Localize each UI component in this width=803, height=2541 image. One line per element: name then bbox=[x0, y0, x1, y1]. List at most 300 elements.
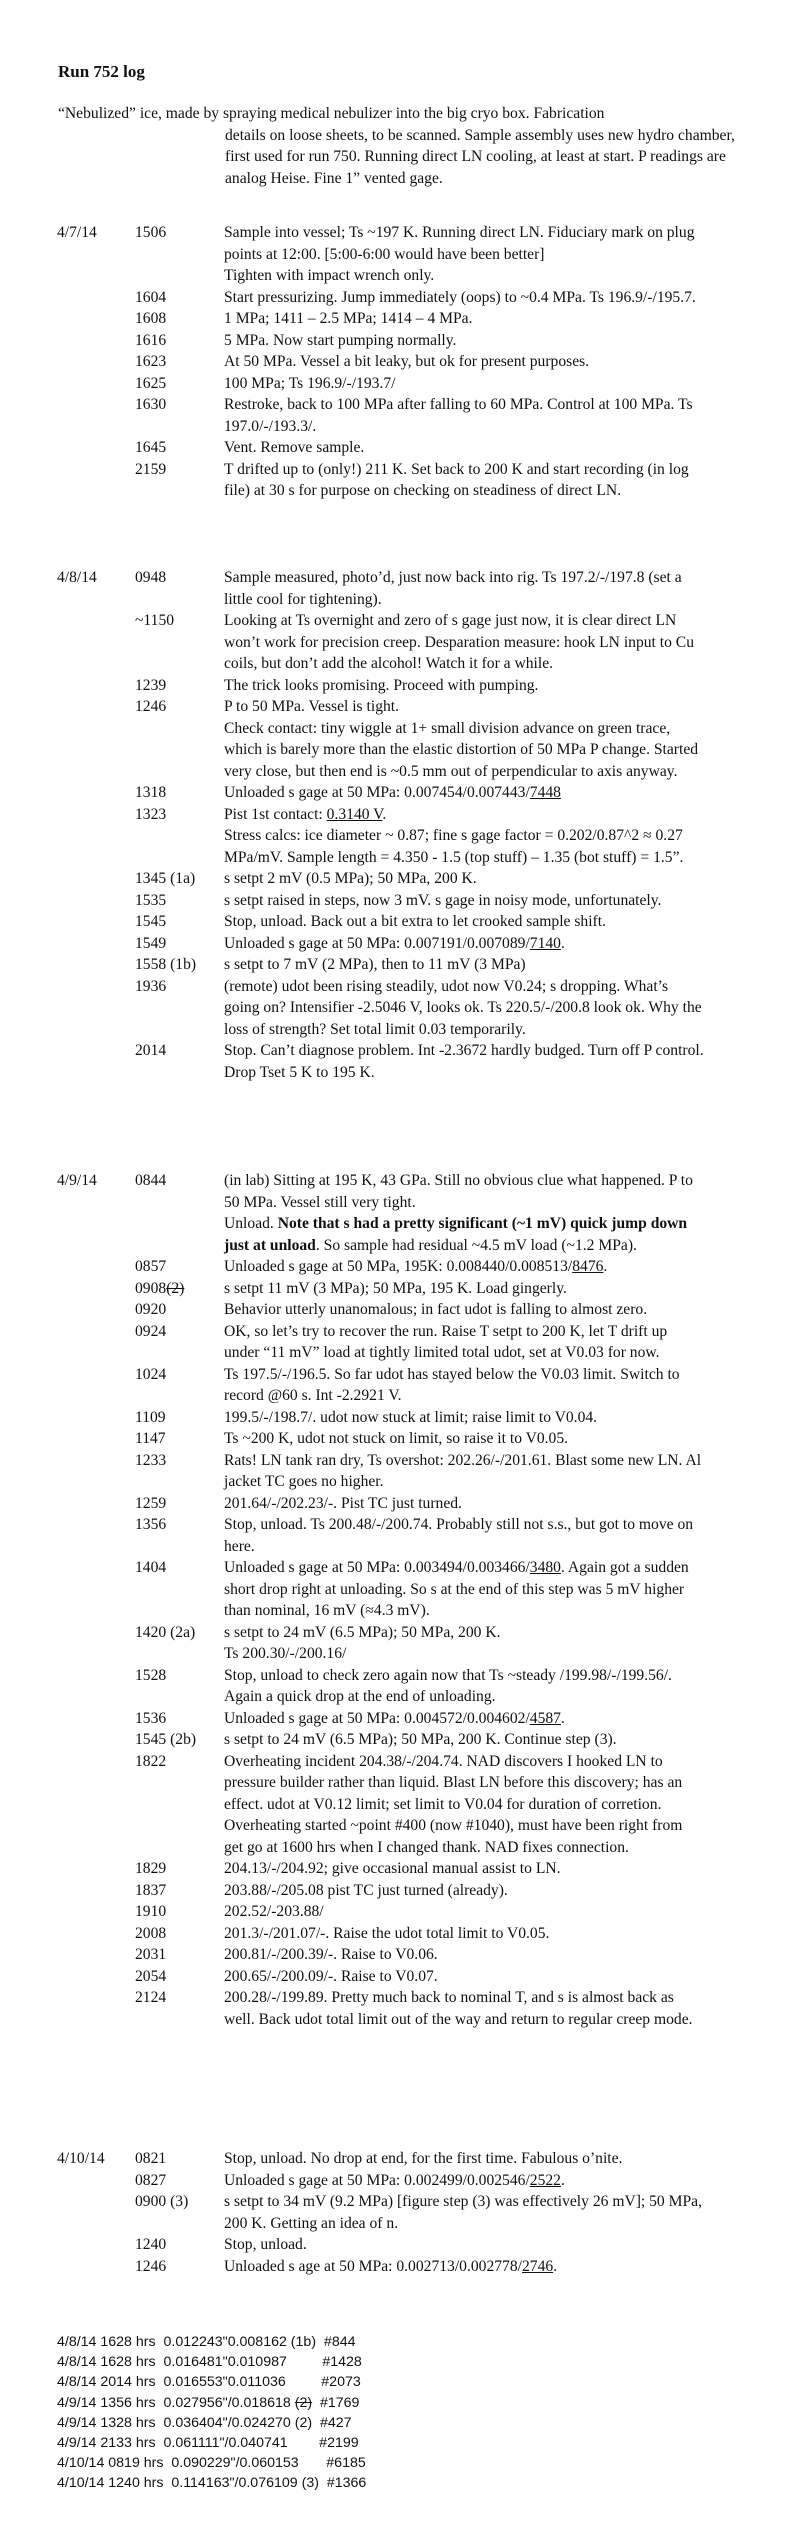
log-entry bbox=[57, 1557, 757, 1622]
log-entry bbox=[57, 804, 757, 869]
entry-time bbox=[135, 1407, 224, 1429]
entry-date bbox=[57, 954, 135, 976]
entry-text-main: Unloaded s gage at 50 MPa: 0.002499/0.002546/ bbox=[224, 2171, 530, 2189]
log-entry bbox=[57, 222, 757, 287]
summary-row bbox=[57, 2393, 366, 2413]
entry-time-value: 2008 bbox=[135, 1924, 167, 1942]
summary-table bbox=[57, 2332, 366, 2494]
entry-text bbox=[224, 890, 704, 912]
entry-time bbox=[135, 1665, 224, 1708]
entry-time-value: 1608 bbox=[135, 310, 167, 327]
entry-text bbox=[224, 1428, 704, 1450]
entry-text bbox=[224, 222, 704, 287]
log-entry bbox=[57, 351, 757, 373]
summary-struck: (2) bbox=[294, 2394, 313, 2411]
log-entry bbox=[57, 1040, 757, 1083]
entry-text-main: 202.52/-203.88/ bbox=[224, 1903, 324, 1920]
log-entry bbox=[57, 890, 757, 912]
entry-text-main: 200.81/-/200.39/-. Raise to V0.06. bbox=[224, 1946, 438, 1963]
entry-date bbox=[57, 610, 135, 675]
entry-text-main: 200.28/-/199.89. Pretty much back to nominal T, and s is almost back as well. Back udot total limit out of the way and return to regular creep mode. bbox=[224, 1989, 693, 2028]
log-entry bbox=[57, 394, 757, 437]
entry-text-after: . bbox=[560, 2171, 565, 2189]
entry-date bbox=[57, 675, 135, 697]
summary-text: 4/8/14 1628 hrs 0.012243"0.008162 (1b) #844 bbox=[57, 2334, 356, 2350]
entry-time bbox=[135, 1321, 224, 1364]
entry-text bbox=[224, 394, 704, 437]
entry-date bbox=[57, 1966, 135, 1988]
entry-time bbox=[135, 782, 224, 804]
entry-text-main: Ts 197.5/-/196.5. So far udot has stayed below the V0.03 limit. Switch to record @60 s. Int -2.2921 V. bbox=[224, 1365, 680, 1404]
entry-text-main: 200.65/-/200.09/-. Raise to V0.07. bbox=[224, 1967, 438, 1985]
log-entry bbox=[57, 1256, 757, 1278]
log-entry bbox=[57, 1622, 757, 1665]
entry-time-value: 2031 bbox=[135, 1946, 167, 1963]
log-entry bbox=[57, 675, 757, 697]
entry-text bbox=[224, 437, 704, 459]
entry-text-main: Unloaded s gage at 50 MPa, 195K: 0.008440/0.008513/ bbox=[224, 1258, 573, 1275]
entry-date bbox=[57, 1901, 135, 1923]
log-entry bbox=[57, 1729, 757, 1751]
entry-text bbox=[224, 954, 704, 976]
entry-time-value: 1623 bbox=[135, 353, 167, 370]
entry-date bbox=[57, 1256, 135, 1278]
entry-time-value: 1259 bbox=[135, 1494, 167, 1512]
entry-text-main: Stop, unload. Back out a bit extra to let crooked sample shift. bbox=[224, 913, 606, 930]
entry-time bbox=[135, 1729, 224, 1751]
log-entry bbox=[57, 330, 757, 352]
entry-text-main: (in lab) Sitting at 195 K, 43 GPa. Still no obvious clue what happened. P to 50 MPa. Vessel still very tight. bbox=[224, 1172, 693, 1211]
entry-time bbox=[135, 610, 224, 675]
entry-time-value: 1936 bbox=[135, 977, 167, 995]
entry-time-value: 1239 bbox=[135, 676, 167, 694]
entry-text bbox=[224, 1987, 704, 2030]
entry-time bbox=[135, 696, 224, 782]
entry-date bbox=[57, 1450, 135, 1493]
entry-time-value: 1558 (1b) bbox=[135, 956, 197, 973]
entry-time-value: 1645 bbox=[135, 439, 167, 456]
entry-time-value: 1837 bbox=[135, 1881, 167, 1899]
entry-time-value: 1506 bbox=[135, 224, 167, 241]
entry-text bbox=[224, 1278, 704, 1300]
entry-time bbox=[135, 394, 224, 437]
entry-time bbox=[135, 1966, 224, 1988]
log-entry bbox=[57, 2148, 757, 2170]
entry-text-main: P to 50 MPa. Vessel is tight. bbox=[224, 698, 400, 715]
entry-time-value: 1240 bbox=[135, 2236, 167, 2253]
entry-text-main: s setpt to 24 mV (6.5 MPa); 50 MPa, 200 K. Continue step (3). bbox=[224, 1731, 617, 1748]
entry-time-value: 1535 bbox=[135, 891, 167, 909]
log-entry bbox=[57, 1407, 757, 1429]
entry-text-main: 5 MPa. Now start pumping normally. bbox=[224, 331, 457, 349]
log-entry bbox=[57, 1450, 757, 1493]
entry-text-main: Sample measured, photo’d, just now back into rig. Ts 197.2/-/197.8 (set a little cool for tightening). bbox=[224, 569, 682, 608]
entry-time bbox=[135, 2256, 224, 2278]
underlined-value: 4587 bbox=[529, 1709, 561, 1727]
entry-date bbox=[57, 2256, 135, 2278]
entry-text-main: Unloaded s gage at 50 MPa: 0.007454/0.007443/ bbox=[224, 784, 530, 801]
entry-time-suffix: (3) bbox=[166, 2193, 189, 2210]
entry-time bbox=[135, 2191, 224, 2234]
entry-text-main: 203.88/-/205.08 pist TC just turned (already). bbox=[224, 1881, 508, 1899]
log-day-section bbox=[57, 1170, 757, 2030]
entry-time-value: 1024 bbox=[135, 1365, 167, 1383]
entry-text bbox=[224, 1858, 704, 1880]
entry-text-main: Stop. Can’t diagnose problem. Int -2.3672 hardly budged. Turn off P control. Drop Tset 5 K to 195 K. bbox=[224, 1042, 704, 1081]
log-entry bbox=[57, 308, 757, 330]
entry-date: 4/7/14 bbox=[57, 224, 97, 241]
entry-date: 4/10/14 bbox=[57, 2150, 105, 2167]
summary-text: 4/9/14 1356 hrs 0.027956"/0.018618 bbox=[57, 2394, 295, 2411]
entry-time bbox=[135, 287, 224, 309]
entry-date bbox=[57, 287, 135, 309]
entry-text bbox=[224, 351, 704, 373]
entry-text bbox=[224, 1256, 704, 1278]
entry-date bbox=[57, 2170, 135, 2192]
entry-text-main: At 50 MPa. Vessel a bit leaky, but ok for present purposes. bbox=[224, 353, 590, 370]
entry-text bbox=[224, 567, 704, 610]
entry-time-value: 0857 bbox=[135, 1258, 167, 1275]
entry-time-value: 0844 bbox=[135, 1172, 167, 1189]
log-entry bbox=[57, 1923, 757, 1945]
entry-date bbox=[57, 1622, 135, 1665]
entry-text bbox=[224, 1493, 704, 1515]
entry-text-main: s setpt to 34 mV (9.2 MPa) [figure step (3) was effectively 26 mV]; 50 MPa, 200 K. Getting an idea of n. bbox=[224, 2193, 702, 2232]
log-entry bbox=[57, 437, 757, 459]
entry-time bbox=[135, 1944, 224, 1966]
entry-time bbox=[135, 868, 224, 890]
entry-text-main: Stop, unload. Ts 200.48/-/200.74. Probably still not s.s., but got to move on here. bbox=[224, 1516, 694, 1555]
entry-text bbox=[224, 1170, 704, 1256]
entry-date bbox=[57, 1665, 135, 1708]
entry-time bbox=[135, 933, 224, 955]
entry-date: 4/8/14 bbox=[57, 569, 97, 586]
entry-date bbox=[57, 330, 135, 352]
entry-text-continued: Check contact: tiny wiggle at 1+ small division advance on green trace, which is barely more than the elastic distortion of 50 MPa P change. Started very close, but then end is ~0.5 mm out of perpendicular to axis anyway. bbox=[224, 719, 699, 780]
log-day-section bbox=[57, 567, 757, 1083]
log-entry bbox=[57, 1428, 757, 1450]
entry-text-main: s setpt to 24 mV (6.5 MPa); 50 MPa, 200 K. bbox=[224, 1623, 501, 1641]
log-entry bbox=[57, 567, 757, 610]
entry-time-value: 2124 bbox=[135, 1989, 167, 2006]
entry-time-value: 1246 bbox=[135, 698, 167, 715]
entry-time-value: 2014 bbox=[135, 1042, 167, 1059]
entry-text bbox=[224, 696, 704, 782]
summary-row bbox=[57, 2473, 366, 2493]
entry-time-value: 1536 bbox=[135, 1709, 167, 1727]
entry-text-post: . So sample had residual ~4.5 mV load (~1.2 MPa). bbox=[315, 1236, 637, 1254]
entry-text bbox=[224, 1450, 704, 1493]
entry-text-main: s setpt to 7 mV (2 MPa), then to 11 mV (3 MPa) bbox=[224, 956, 526, 973]
log-entry bbox=[57, 911, 757, 933]
entry-text bbox=[224, 459, 704, 502]
entry-time-value: 1323 bbox=[135, 805, 167, 823]
entry-time-value: 0924 bbox=[135, 1322, 167, 1340]
entry-text-after: . bbox=[560, 1709, 565, 1727]
entry-text-main: Unloaded s gage at 50 MPa: 0.007191/0.007089/ bbox=[224, 934, 530, 952]
entry-date: 4/9/14 bbox=[57, 1172, 97, 1189]
summary-text: 4/10/14 1240 hrs 0.114163"/0.076109 (3) #1366 bbox=[57, 2475, 367, 2492]
log-entry bbox=[57, 2170, 757, 2192]
entry-time bbox=[135, 1557, 224, 1622]
entry-text-main: s setpt raised in steps, now 3 mV. s gage in noisy mode, unfortunately. bbox=[224, 891, 662, 909]
entry-time-value: 0827 bbox=[135, 2171, 167, 2189]
entry-text-main: s setpt 11 mV (3 MPa); 50 MPa, 195 K. Load gingerly. bbox=[224, 1279, 567, 1297]
entry-text bbox=[224, 1751, 704, 1859]
entry-time bbox=[135, 1256, 224, 1278]
log-entry bbox=[57, 2191, 757, 2234]
entry-time-value: 1345 (1a) bbox=[135, 870, 196, 887]
entry-time bbox=[135, 2148, 224, 2170]
entry-text bbox=[224, 1622, 704, 1665]
entry-time-struck: (2) bbox=[166, 1279, 185, 1297]
entry-text-main: s setpt 2 mV (0.5 MPa); 50 MPa, 200 K. bbox=[224, 870, 477, 887]
entry-date bbox=[57, 1299, 135, 1321]
log-entry bbox=[57, 782, 757, 804]
entry-date bbox=[57, 890, 135, 912]
entry-time bbox=[135, 1514, 224, 1557]
summary-text: 4/10/14 0819 hrs 0.090229"/0.060153 #6185 bbox=[57, 2455, 366, 2472]
entry-text-main: T drifted up to (only!) 211 K. Set back to 200 K and start recording (in log file) at 30 s for purpose on checking on steadiness of direct LN. bbox=[224, 460, 689, 499]
entry-time bbox=[135, 976, 224, 1041]
page-title: Run 752 log bbox=[58, 62, 145, 81]
log-entry bbox=[57, 1901, 757, 1923]
entry-time bbox=[135, 675, 224, 697]
entry-text bbox=[224, 308, 704, 330]
entry-time bbox=[135, 373, 224, 395]
summary-text: 4/9/14 2133 hrs 0.061111"/0.040741 #2199 bbox=[57, 2435, 359, 2452]
entry-text-main: OK, so let’s try to recover the run. Raise T setpt to 200 K, let T drift up under “11 mV” load at tightly limited total udot, set at V0.03 for now. bbox=[224, 1322, 668, 1361]
entry-text-main: Stop, unload to check zero again now that Ts ~steady /199.98/-/199.56/. Again a quick drop at the end of unloading. bbox=[224, 1666, 672, 1705]
entry-time-value: 1616 bbox=[135, 331, 167, 349]
entry-text-main: Restroke, back to 100 MPa after falling to 60 MPa. Control at 100 MPa. Ts 197.0/-/193.3/. bbox=[224, 396, 693, 435]
entry-time-value: 1420 (2a) bbox=[135, 1623, 196, 1641]
entry-text bbox=[224, 1557, 704, 1622]
entry-text-pre: Unload. bbox=[224, 1215, 278, 1232]
entry-text bbox=[224, 2234, 704, 2256]
underlined-value: 7140 bbox=[529, 934, 561, 952]
log-entry bbox=[57, 1708, 757, 1730]
entry-text-after: . Again got a sudden short drop right at unloading. So s at the end of this step was 5 mV higher than nominal, 16 mV (≈4.3 mV). bbox=[224, 1559, 689, 1619]
entry-time-value: 1109 bbox=[135, 1408, 166, 1426]
entry-text-after: . bbox=[560, 934, 565, 952]
entry-date bbox=[57, 459, 135, 502]
entry-text bbox=[224, 1665, 704, 1708]
entry-time-value: 1625 bbox=[135, 374, 167, 392]
entry-time bbox=[135, 804, 224, 869]
entry-date bbox=[57, 933, 135, 955]
log-entry bbox=[57, 954, 757, 976]
entry-date bbox=[57, 782, 135, 804]
summary-row bbox=[57, 2372, 366, 2392]
entry-text-main: 201.64/-/202.23/-. Pist TC just turned. bbox=[224, 1494, 462, 1512]
entry-date bbox=[57, 394, 135, 437]
entry-text bbox=[224, 1880, 704, 1902]
entry-text-main: 204.13/-/204.92; give occasional manual assist to LN. bbox=[224, 1860, 561, 1877]
log-entry bbox=[57, 1944, 757, 1966]
entry-text-main: Ts ~200 K, udot not stuck on limit, so raise it to V0.05. bbox=[224, 1430, 569, 1447]
log-entry bbox=[57, 1321, 757, 1364]
summary-text: 4/8/14 1628 hrs 0.016481"0.010987 #1428 bbox=[57, 2354, 362, 2371]
entry-text bbox=[224, 2191, 704, 2234]
entry-text-continued: Tighten with impact wrench only. bbox=[224, 267, 435, 284]
entry-time-value: 1545 (2b) bbox=[135, 1731, 197, 1748]
entry-time bbox=[135, 1450, 224, 1493]
summary-text: 4/9/14 1328 hrs 0.036404"/0.024270 (2) #427 bbox=[57, 2414, 352, 2431]
summary-row bbox=[57, 2453, 366, 2473]
entry-time-value: 0948 bbox=[135, 569, 167, 586]
log-day-section bbox=[57, 222, 757, 502]
entry-text bbox=[224, 976, 704, 1041]
entry-text bbox=[224, 2148, 704, 2170]
entry-time bbox=[135, 1858, 224, 1880]
entry-text-main: Unloaded s gage at 50 MPa: 0.003494/0.003466/ bbox=[224, 1559, 530, 1576]
entry-text-after: . bbox=[382, 805, 387, 823]
entry-text bbox=[224, 1944, 704, 1966]
entry-date bbox=[57, 1944, 135, 1966]
entry-text-main: 201.3/-/201.07/-. Raise the udot total limit to V0.05. bbox=[224, 1924, 550, 1942]
entry-time-value: 1630 bbox=[135, 396, 167, 413]
entry-time-value: 1528 bbox=[135, 1666, 167, 1684]
entry-time-value: ~1150 bbox=[135, 612, 175, 629]
entry-time bbox=[135, 459, 224, 502]
log-entry bbox=[57, 1493, 757, 1515]
entry-date bbox=[57, 1880, 135, 1902]
entry-text-main: Unloaded s gage at 50 MPa: 0.004572/0.004602/ bbox=[224, 1709, 530, 1727]
entry-date bbox=[57, 1987, 135, 2030]
log-entry bbox=[57, 1364, 757, 1407]
underlined-value: 3480 bbox=[529, 1559, 561, 1576]
entry-time-value: 1604 bbox=[135, 288, 167, 306]
entry-time bbox=[135, 1708, 224, 1730]
entry-text bbox=[224, 1923, 704, 1945]
log-entry bbox=[57, 1665, 757, 1708]
intro-paragraph bbox=[58, 103, 758, 189]
entry-date bbox=[57, 437, 135, 459]
intro-first-line: “Nebulized” ice, made by spraying medical nebulizer into the big cryo box. Fabrication bbox=[58, 105, 605, 122]
log-entry bbox=[57, 2256, 757, 2278]
entry-date bbox=[57, 373, 135, 395]
entry-text-main: (remote) udot been rising steadily, udot now V0.24; s dropping. What’s going on? Intensifier -2.5046 V, looks ok. Ts 220.5/-/200.8 look ok. Why the loss of strength? Set total limit 0.03 temporarily. bbox=[224, 977, 702, 1038]
entry-date bbox=[57, 1407, 135, 1429]
entry-time-value: 1318 bbox=[135, 784, 167, 801]
entry-time bbox=[135, 567, 224, 610]
entry-text-main: Pist 1st contact: bbox=[224, 805, 327, 823]
entry-text-after: . bbox=[603, 1258, 608, 1275]
entry-text-main: Sample into vessel; Ts ~197 K. Running direct LN. Fiduciary mark on plug points at 12:00. [5:00-6:00 would have been better] bbox=[224, 224, 695, 263]
entry-text-main: Unloaded s age at 50 MPa: 0.002713/0.002778/ bbox=[224, 2257, 522, 2275]
entry-time bbox=[135, 1493, 224, 1515]
entry-date bbox=[57, 1493, 135, 1515]
log-entry bbox=[57, 1858, 757, 1880]
entry-text bbox=[224, 1514, 704, 1557]
entry-time-value: 2054 bbox=[135, 1967, 167, 1985]
entry-date bbox=[57, 804, 135, 869]
summary-row bbox=[57, 2332, 366, 2352]
entry-text-main: The trick looks promising. Proceed with pumping. bbox=[224, 676, 539, 694]
log-entry bbox=[57, 868, 757, 890]
log-entry bbox=[57, 373, 757, 395]
entry-text-main: 100 MPa; Ts 196.9/-/193.7/ bbox=[224, 374, 396, 392]
intro-continuation: details on loose sheets, to be scanned. Sample assembly uses new hydro chamber, first used for run 750. Running direct LN cooling, at least at start. P readings are analog Heise. Fine 1” vented gage. bbox=[225, 126, 735, 187]
entry-text-main: 1 MPa; 1411 – 2.5 MPa; 1414 – 4 MPa. bbox=[224, 310, 473, 327]
entry-time bbox=[135, 351, 224, 373]
entry-text-main: Vent. Remove sample. bbox=[224, 439, 365, 456]
entry-date bbox=[57, 1278, 135, 1300]
entry-time bbox=[135, 2234, 224, 2256]
summary-row bbox=[57, 2413, 366, 2433]
entry-time-value: 0908 bbox=[135, 1279, 167, 1297]
entry-text-main: Behavior utterly unanomalous; in fact udot is falling to almost zero. bbox=[224, 1301, 648, 1318]
entry-text bbox=[224, 1299, 704, 1321]
entry-time-value: 1404 bbox=[135, 1559, 167, 1576]
log-entry bbox=[57, 1514, 757, 1557]
log-entry bbox=[57, 1987, 757, 2030]
entry-date bbox=[57, 1729, 135, 1751]
entry-text bbox=[224, 675, 704, 697]
entry-time bbox=[135, 1751, 224, 1859]
entry-time-value: 1356 bbox=[135, 1516, 167, 1533]
log-entry bbox=[57, 976, 757, 1041]
entry-date bbox=[57, 1751, 135, 1859]
entry-date bbox=[57, 1923, 135, 1945]
entry-text-main: Start pressurizing. Jump immediately (oops) to ~0.4 MPa. Ts 196.9/-/195.7. bbox=[224, 288, 696, 306]
entry-text bbox=[224, 804, 704, 869]
entry-time bbox=[135, 437, 224, 459]
entry-time bbox=[135, 954, 224, 976]
entry-time-value: 1233 bbox=[135, 1451, 167, 1469]
entry-date bbox=[57, 1321, 135, 1364]
entry-text bbox=[224, 1040, 704, 1083]
entry-text-main: Stop, unload. bbox=[224, 2236, 307, 2253]
underlined-value: 2522 bbox=[529, 2171, 561, 2189]
bold-note: Note that s had a pretty significant (~1 mV) quick jump down just at unload bbox=[224, 1215, 688, 1254]
log-entry bbox=[57, 1278, 757, 1300]
entry-time bbox=[135, 1364, 224, 1407]
entry-text-main: Overheating incident 204.38/-/204.74. NAD discovers I hooked LN to pressure builder rather than liquid. Blast LN before this discovery; has an effect. udot at V0.12 limit; set limit to V0.04 for duration of corretion. Overheating started ~point #400 (now #1040), must have been right from get go at 1600 hrs when I changed thank. NAD fixes connection. bbox=[224, 1752, 683, 1856]
underlined-value: 7448 bbox=[529, 784, 561, 801]
log-day-section bbox=[57, 2148, 757, 2277]
entry-text bbox=[224, 911, 704, 933]
entry-time-value: 1147 bbox=[135, 1430, 166, 1447]
entry-text bbox=[224, 933, 704, 955]
entry-text bbox=[224, 610, 704, 675]
entry-text bbox=[224, 1729, 704, 1751]
log-entry bbox=[57, 610, 757, 675]
entry-date bbox=[57, 1040, 135, 1083]
entry-time-value: 1545 bbox=[135, 913, 167, 930]
log-entry bbox=[57, 1170, 757, 1256]
entry-date bbox=[57, 308, 135, 330]
entry-date bbox=[57, 868, 135, 890]
entry-text-after: . bbox=[553, 2257, 558, 2275]
entry-time bbox=[135, 1170, 224, 1256]
entry-text-continued: Stress calcs: ice diameter ~ 0.87; fine s gage factor = 0.202/0.87^2 ≈ 0.27 MPa/mV. Sample length = 4.350 - 1.5 (top stuff) – 1.35 (bot stuff) = 1.5”. bbox=[224, 827, 684, 866]
entry-time bbox=[135, 890, 224, 912]
entry-time bbox=[135, 1299, 224, 1321]
entry-time-value: 1246 bbox=[135, 2257, 167, 2275]
entry-text bbox=[224, 1708, 704, 1730]
log-entry bbox=[57, 1880, 757, 1902]
entry-text-main: 199.5/-/198.7/. udot now stuck at limit; raise limit to V0.04. bbox=[224, 1408, 598, 1426]
entry-date bbox=[57, 1364, 135, 1407]
entry-time-value: 1549 bbox=[135, 934, 167, 952]
entry-time bbox=[135, 1901, 224, 1923]
entry-time-value: 1829 bbox=[135, 1860, 167, 1877]
entry-text-main: Rats! LN tank ran dry, Ts overshot: 202.26/-/201.61. Blast some new LN. Al jacket TC goes no higher. bbox=[224, 1451, 702, 1490]
log-entry bbox=[57, 2234, 757, 2256]
underlined-value: 0.3140 V bbox=[326, 805, 383, 823]
